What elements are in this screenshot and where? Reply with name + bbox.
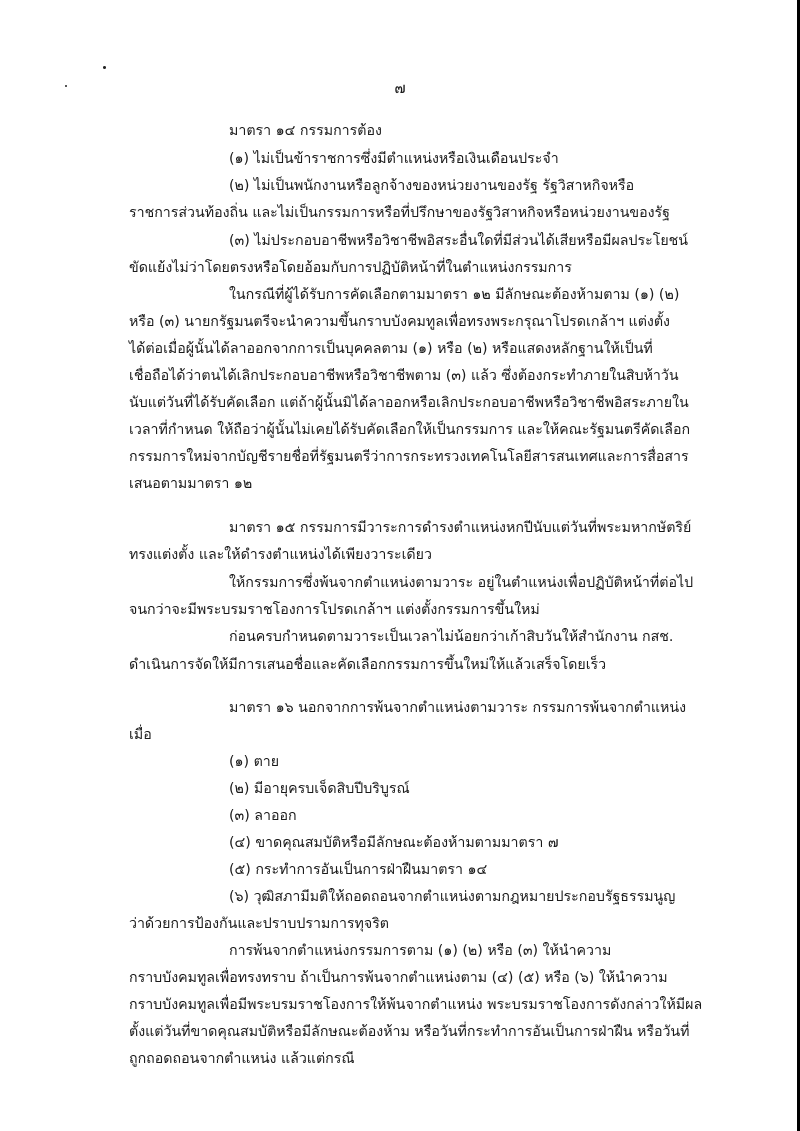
section-16-heading: มาตรา ๑๖ นอกจากการพ้นจากตำแหน่งตามวาระ กรรมการพ้นจากตำแหน่ง	[229, 700, 687, 716]
section-15-paragraph: ก่อนครบกำหนดตามวาระเป็นเวลาไม่น้อยกว่าเก้าสิบวันให้สำนักงาน กสช.	[229, 629, 674, 645]
scan-speck	[103, 66, 106, 69]
section-16-paragraph: ถูกถอดถอนจากตำแหน่ง แล้วแต่กรณี	[129, 1051, 355, 1067]
section-14-item-cont: ขัดแย้งไม่ว่าโดยตรงหรือโดยอ้อมกับการปฏิบัติหน้าที่ในตำแหน่งกรรมการ	[129, 260, 572, 276]
section-15-paragraph: ให้กรรมการซึ่งพ้นจากตำแหน่งตามวาระ อยู่ในตำแหน่งเพื่อปฏิบัติหน้าที่ต่อไป	[229, 575, 694, 591]
section-14-item: (๑) ไม่เป็นข้าราชการซึ่งมีตำแหน่งหรือเงินเดือนประจำ	[229, 151, 559, 167]
section-16-item: (๖) วุฒิสภามีมติให้ถอดถอนจากตำแหน่งตามกฎหมายประกอบรัฐธรรมนูญ	[229, 889, 676, 905]
section-16-item: (๔) ขาดคุณสมบัติหรือมีลักษณะต้องห้ามตามมาตรา ๗	[229, 835, 559, 851]
section-16-item: (๑) ตาย	[229, 754, 280, 770]
section-14-item-cont: ราชการส่วนท้องถิ่น และไม่เป็นกรรมการหรือที่ปรึกษาของรัฐวิสาหกิจหรือหน่วยงานของรัฐ	[129, 205, 671, 221]
section-14-paragraph: หรือ (๓) นายกรัฐมนตรีจะนำความขึ้นกราบบังคมทูลเพื่อทรงพระกรุณาโปรดเกล้าฯ แต่งตั้ง	[129, 314, 670, 330]
section-16-paragraph: กราบบังคมทูลเพื่อมีพระบรมราชโองการให้พ้นจากตำแหน่ง พระบรมราชโองการดังกล่าวให้มีผล	[129, 997, 703, 1013]
section-16-item-cont: ว่าด้วยการป้องกันและปราบปรามการทุจริต	[129, 916, 390, 932]
section-16-item: (๒) มีอายุครบเจ็ดสิบปีบริบูรณ์	[229, 781, 410, 797]
section-14-item: (๓) ไม่ประกอบอาชีพหรือวิชาชีพอิสระอื่นใดที่มีส่วนได้เสียหรือมีผลประโยชน์	[229, 233, 688, 249]
page-number: ๗	[394, 79, 406, 97]
section-15-paragraph: จนกว่าจะมีพระบรมราชโองการโปรดเกล้าฯ แต่งตั้งกรรมการขึ้นใหม่	[129, 602, 540, 618]
section-16-heading-cont: เมื่อ	[129, 727, 152, 743]
section-14-paragraph: เวลาที่กำหนด ให้ถือว่าผู้นั้นไม่เคยได้รับคัดเลือกให้เป็นกรรมการ และให้คณะรัฐมนตรีคัดเลือก	[129, 422, 691, 438]
section-16-paragraph: การพ้นจากตำแหน่งกรรมการตาม (๑) (๒) หรือ (๓) ให้นำความ	[229, 943, 612, 959]
section-16-item: (๓) ลาออก	[229, 808, 297, 824]
section-14-paragraph: เชื่อถือได้ว่าตนได้เลิกประกอบอาชีพหรือวิชาชีพตาม (๓) แล้ว ซึ่งต้องกระทำภายในสิบห้าวัน	[129, 368, 679, 384]
section-15-heading: มาตรา ๑๕ กรรมการมีวาระการดำรงตำแหน่งหกปีนับแต่วันที่พระมหากษัตริย์	[229, 520, 692, 536]
section-14-heading: มาตรา ๑๔ กรรมการต้อง	[229, 123, 382, 139]
section-14-paragraph: เสนอตามมาตรา ๑๒	[129, 476, 253, 492]
section-16-paragraph: ตั้งแต่วันที่ขาดคุณสมบัติหรือมีลักษณะต้องห้าม หรือวันที่กระทำการอันเป็นการฝ่าฝืน หรือวันที่	[129, 1024, 690, 1040]
section-16-paragraph: กราบบังคมทูลเพื่อทรงทราบ ถ้าเป็นการพ้นจากตำแหน่งตาม (๔) (๕) หรือ (๖) ให้นำความ	[129, 970, 668, 986]
section-15-paragraph: ดำเนินการจัดให้มีการเสนอชื่อและคัดเลือกกรรมการขึ้นใหม่ให้แล้วเสร็จโดยเร็ว	[129, 657, 607, 673]
section-14-paragraph: ในกรณีที่ผู้ได้รับการคัดเลือกตามมาตรา ๑๒ มีลักษณะต้องห้ามตาม (๑) (๒)	[229, 287, 680, 303]
section-14-paragraph: นับแต่วันที่ได้รับคัดเลือก แต่ถ้าผู้นั้นมิได้ลาออกหรือเลิกประกอบอาชีพหรือวิชาชีพอิสระภายใน	[129, 395, 689, 411]
section-14-paragraph: กรรมการใหม่จากบัญชีรายชื่อที่รัฐมนตรีว่าการกระทรวงเทคโนโลยีสารสนเทศและการสื่อสาร	[129, 449, 689, 465]
section-14-paragraph: ได้ต่อเมื่อผู้นั้นได้ลาออกจากการเป็นบุคคลตาม (๑) หรือ (๒) หรือแสดงหลักฐานให้เป็นที่	[129, 341, 653, 357]
section-15-heading-cont: ทรงแต่งตั้ง และให้ดำรงตำแหน่งได้เพียงวาระเดียว	[129, 547, 432, 563]
section-14-item: (๒) ไม่เป็นพนักงานหรือลูกจ้างของหน่วยงานของรัฐ รัฐวิสาหกิจหรือ	[229, 178, 635, 194]
section-16-item: (๕) กระทำการอันเป็นการฝ่าฝืนมาตรา ๑๔	[229, 862, 488, 878]
